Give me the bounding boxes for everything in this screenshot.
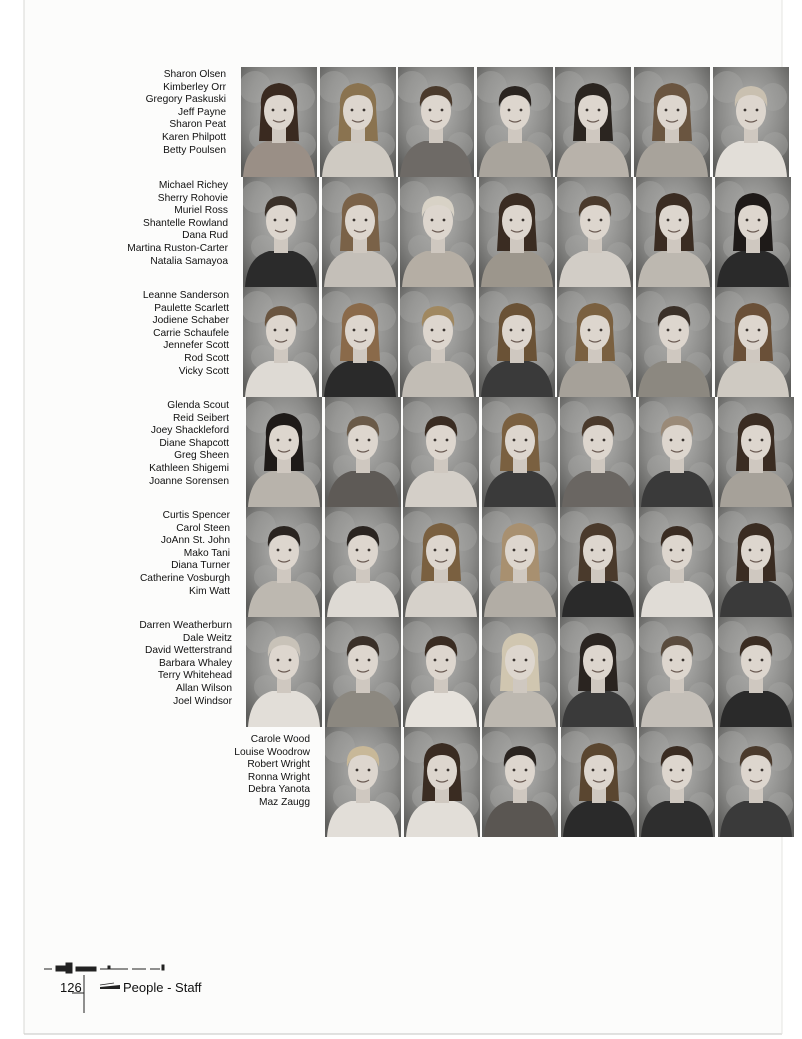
staff-name: Carrie Schaufele (153, 327, 229, 339)
staff-portrait (482, 507, 558, 617)
staff-name: David Wetterstrand (144, 645, 232, 657)
staff-portrait (404, 727, 480, 837)
staff-name: Rod Scott (184, 352, 229, 364)
staff-name: Natalia Samayoa (150, 255, 228, 267)
staff-name: Diane Shapcott (159, 437, 229, 449)
staff-portrait (557, 287, 633, 397)
staff-portrait (636, 287, 712, 397)
staff-name: Maz Zaugg (259, 796, 310, 808)
staff-portrait (325, 397, 401, 507)
page-number: 126 (60, 980, 82, 995)
staff-portrait (718, 617, 794, 727)
section-label: People - Staff (123, 980, 202, 995)
staff-name: Muriel Ross (174, 205, 228, 217)
staff-portrait (639, 617, 715, 727)
staff-portrait (243, 287, 319, 397)
name-list (30, 510, 230, 598)
name-list (28, 180, 228, 268)
staff-portrait (322, 177, 398, 287)
staff-name: Kimberley Orr (163, 81, 226, 93)
staff-portrait (557, 177, 633, 287)
staff-name: Karen Philpott (162, 131, 226, 143)
staff-portrait (482, 397, 558, 507)
staff-name: Ronna Wright (247, 771, 310, 783)
staff-name: Carol Steen (176, 522, 230, 534)
staff-portrait (246, 507, 322, 617)
staff-portrait (639, 727, 715, 837)
staff-name: Sharon Olsen (163, 69, 226, 80)
staff-portrait (325, 507, 401, 617)
staff-name: Betty Poulsen (163, 144, 226, 156)
staff-name: Dale Weitz (182, 632, 232, 644)
staff-portrait (634, 67, 710, 177)
staff-name: Terry Whitehead (157, 670, 232, 682)
staff-portrait (718, 727, 794, 837)
staff-name: Jodiene Schaber (152, 315, 229, 327)
staff-name: Paulette Scarlett (154, 302, 229, 314)
staff-portrait (400, 177, 476, 287)
staff-name: Barbara Whaley (158, 657, 232, 669)
staff-portrait (479, 177, 555, 287)
staff-portrait (246, 397, 322, 507)
staff-name: Kathleen Shigemi (149, 462, 229, 474)
staff-portrait (325, 617, 401, 727)
staff-name: Michael Richey (158, 180, 228, 191)
staff-name: Gregory Paskuski (145, 94, 226, 106)
staff-name: Joanne Sorensen (149, 475, 229, 487)
staff-name: Joey Shackleford (150, 425, 229, 437)
staff-portrait (320, 67, 396, 177)
staff-name: Greg Sheen (174, 450, 229, 462)
staff-name: Joel Windsor (173, 695, 232, 707)
staff-name: Catherine Vosburgh (139, 572, 230, 584)
staff-name: Vicky Scott (178, 365, 229, 377)
staff-portrait (322, 287, 398, 397)
staff-portrait (398, 67, 474, 177)
staff-portrait (718, 507, 794, 617)
staff-name: Diana Turner (171, 560, 230, 572)
name-list (26, 69, 226, 157)
staff-name: JoAnn St. John (160, 535, 230, 547)
staff-name: Debra Yanota (248, 784, 310, 796)
staff-portrait (560, 617, 636, 727)
staff-portrait (639, 397, 715, 507)
staff-portrait (479, 287, 555, 397)
staff-name: Shantelle Rowland (143, 217, 228, 229)
staff-name: Dana Rud (182, 230, 228, 242)
staff-name: Darren Weatherburn (139, 620, 232, 631)
staff-name: Kim Watt (189, 585, 230, 597)
staff-portrait (400, 287, 476, 397)
name-list (29, 290, 229, 378)
staff-name: Sharon Peat (169, 119, 226, 131)
staff-name: Glenda Scout (167, 400, 229, 411)
staff-name: Curtis Spencer (162, 510, 230, 521)
staff-name: Carole Wood (250, 734, 310, 745)
staff-name: Robert Wright (247, 759, 310, 771)
staff-name: Martina Ruston-Carter (127, 242, 228, 254)
staff-portrait (403, 507, 479, 617)
staff-name: Louise Woodrow (234, 746, 310, 758)
staff-portrait (246, 617, 322, 727)
staff-portrait (715, 177, 791, 287)
staff-name: Jeff Payne (178, 106, 226, 118)
staff-name: Allan Wilson (175, 682, 232, 694)
staff-portrait (560, 507, 636, 617)
staff-name: Jennefer Scott (163, 340, 229, 352)
staff-portrait (403, 617, 479, 727)
staff-portrait (713, 67, 789, 177)
staff-portrait (718, 397, 794, 507)
staff-portrait (243, 177, 319, 287)
staff-portrait (403, 397, 479, 507)
staff-name: Sherry Rohovie (157, 192, 228, 204)
staff-portrait (639, 507, 715, 617)
staff-portrait (482, 617, 558, 727)
staff-portrait (325, 727, 401, 837)
staff-portrait (636, 177, 712, 287)
staff-portrait (482, 727, 558, 837)
staff-name: Mako Tani (183, 547, 230, 559)
name-list (29, 400, 229, 488)
staff-portrait (560, 397, 636, 507)
staff-portrait (477, 67, 553, 177)
staff-portrait (555, 67, 631, 177)
staff-name: Leanne Sanderson (142, 290, 229, 301)
staff-portrait (715, 287, 791, 397)
name-list (32, 620, 232, 708)
staff-portrait (241, 67, 317, 177)
staff-portrait (561, 727, 637, 837)
name-list (110, 734, 310, 810)
staff-name: Reid Seibert (172, 412, 229, 424)
